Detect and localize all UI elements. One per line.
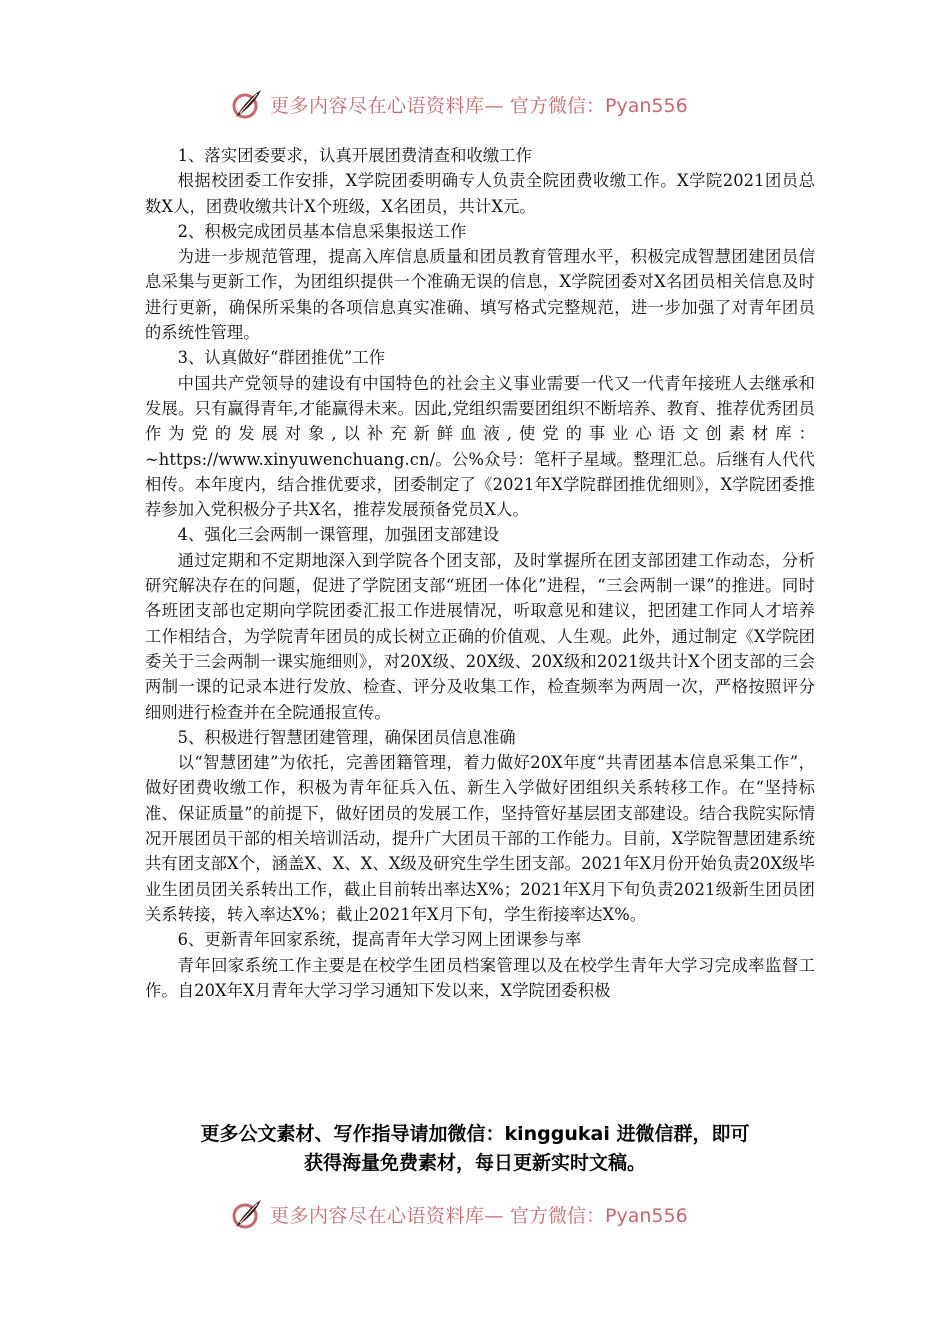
document-body <box>145 143 815 1003</box>
quill-logo-icon <box>230 1197 264 1231</box>
quill-logo-icon <box>230 87 264 121</box>
banner-brand-text: 更多内容尽在心语资料库— <box>270 94 505 117</box>
section-heading-1: 1、落实团委要求，认真开展团费清查和收缴工作 <box>177 146 533 165</box>
section-heading-3: 3、认真做好“群团推优”工作 <box>177 348 386 368</box>
paragraph-6: 青年回家系统工作主要是在校学生团员档案管理以及在校学生青年大学习完成率监督工作。自20X年X月青年大学习学习通知下发以来，X学院团委积极 <box>145 955 815 1000</box>
section-heading-5: 5、积极进行智慧团建管理，确保团员信息准确 <box>177 727 516 747</box>
paragraph-2: 为进一步规范管理，提高入库信息质量和团员教育管理水平，积极完成智慧团建团员信息采集与更新工作，为团组织提供一个准确无误的信息，X学院团委对X名团员相关信息及时进行更新，确保所采集的各项信息真实准确、填写格式完整规范，进一步加强了对青年团员的系统性管理。 <box>145 247 815 343</box>
header-banner <box>230 84 688 124</box>
section-heading-4: 4、强化三会两制一课管理，加强团支部建设 <box>177 525 500 545</box>
section-heading-2: 2、积极完成团员基本信息采集报送工作 <box>177 221 467 241</box>
footer-banner <box>230 1194 688 1234</box>
paragraph-4: 通过定期和不定期地深入到学院各个团支部，及时掌握所在团支部团建工作动态，分析研究解决存在的问题，促进了学院团支部“班团一体化”进程，“三会两制一课”的推进。同时各班团支部也定期向学院团委汇报工作进展情况，听取意见和建议，把团建工作同人才培养工作相结合，为学院青年团员的成长树立正确的价值观、人生观。此外，通过制定《X学院团委关于三会两制一课实施细则》，对20X级、20X级、20X级和2021级共计X个团支部的三会两制一课的记录本进行发放、检查、评分及收集工作，检查频率为两周一次，严格按照评分细则进行检查并在全院通报宣传。 <box>145 550 815 722</box>
promo-line-1: 更多公文素材、写作指导请加微信：kinggukai 进微信群，即可 <box>200 1123 750 1145</box>
paragraph-5: 以“智慧团建”为依托，完善团籍管理，着力做好20X年度“共青团基本信息采集工作”，做好团费收缴工作，积极为青年征兵入伍、新生入学做好团组织关系转移工作。在“坚持标准、保证质量”的前提下，做好团员的发展工作，坚持管好基层团支部建设。结合我院实际情况开展团员干部的相关培训活动，提升广大团员干部的工作能力。目前，X学院智慧团建系统共有团支部X个，涵盖X、X、X、X级及研究生学生团支部。2021年X月份开始负责20X级毕业生团员团关系转出工作，截止目前转出率达X%；2021年X月下旬负责2021级新生团员团关系转接，转入率达X%；截止2021年X月下旬，学生衔接率达X%。 <box>145 753 815 924</box>
paragraph-3: 中国共产党领导的建设有中国特色的社会主义事业需要一代又一代青年接班人去继承和发展。只有赢得青年,才能赢得未来。因此,党组织需要团组织不断培养、教育、推荐优秀团员作为党的发展对象,以补充新鲜血液,使党的事业心语文创素材库：~https://www.xinyuwenchuang.cn/。公%众号：笔杆子星域。整理汇总。后继有人代代相传。本年度内，结合推优要求，团委制定了《2021年X学院群团推优细则》，X学院团委推荐参加入党积极分子共X名，推荐发展预备党员X人。 <box>145 373 815 520</box>
footer-brand-text: 更多内容尽在心语资料库— <box>270 1204 505 1227</box>
paragraph-1: 根据校团委工作安排，X学院团委明确专人负责全院团费收缴工作。X学院2021团员总数X人，团费收缴共计X个班级，X名团员，共计X元。 <box>145 171 815 216</box>
promo-notice <box>140 1120 810 1178</box>
banner-wechat-text: 官方微信：Pyan556 <box>510 94 688 117</box>
section-heading-6: 6、更新青年回家系统，提高青年大学习网上团课参与率 <box>177 930 582 950</box>
footer-wechat-text: 官方微信：Pyan556 <box>510 1204 688 1227</box>
promo-line-2: 获得海量免费素材，每日更新实时文稿。 <box>303 1152 646 1174</box>
